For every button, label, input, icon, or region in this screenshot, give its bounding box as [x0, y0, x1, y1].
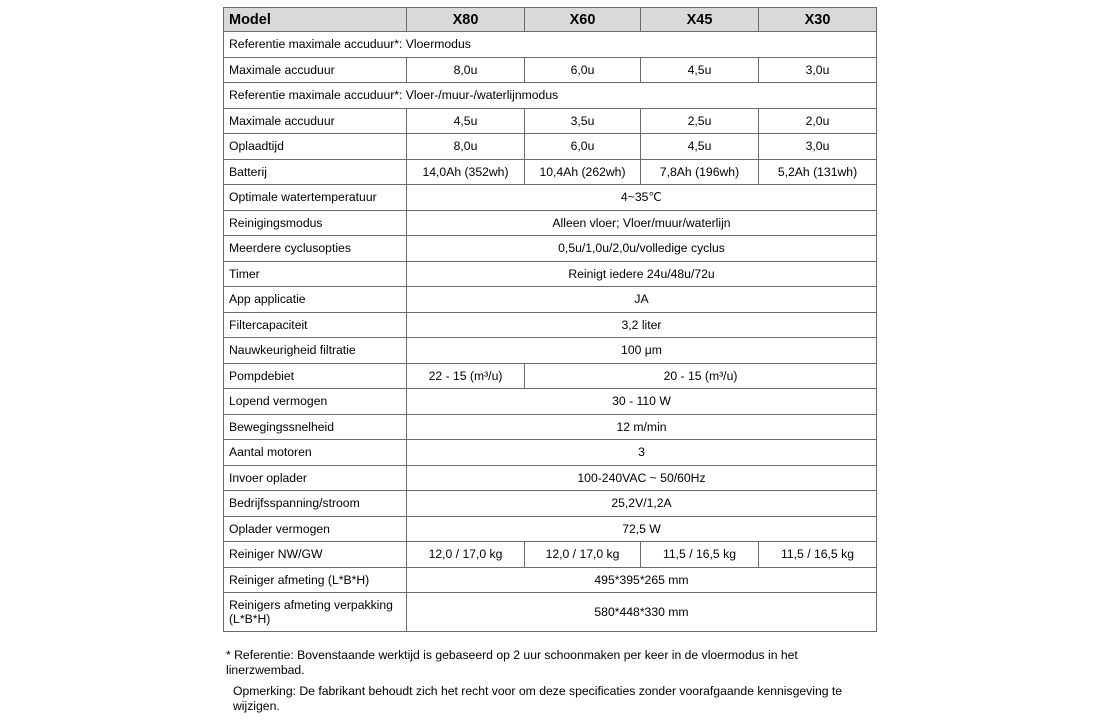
table-row: [224, 57, 877, 83]
table-row: [224, 593, 877, 632]
table-row: [224, 491, 877, 517]
row-label: Batterij: [224, 159, 407, 185]
row-label: Timer: [224, 261, 407, 287]
table-row: [224, 440, 877, 466]
row-label: App applicatie: [224, 287, 407, 313]
value-cell: 14,0Ah (352wh): [407, 159, 525, 185]
row-label: Nauwkeurigheid filtratie: [224, 338, 407, 364]
header-model: Model: [224, 8, 407, 32]
table-row: [224, 159, 877, 185]
row-label: Oplaadtijd: [224, 134, 407, 160]
value-cell: 72,5 W: [407, 516, 877, 542]
value-cell: 580*448*330 mm: [407, 593, 877, 632]
value-cell: 11,5 / 16,5 kg: [759, 542, 877, 568]
row-label: Oplader vermogen: [224, 516, 407, 542]
remark-note: Opmerking: De fabrikant behoudt zich het recht voor om deze specificaties zonder voorafgaande kennisgeving te wijzigen.: [233, 684, 843, 713]
table-row: [224, 261, 877, 287]
table-row: [224, 236, 877, 262]
value-cell: 8,0u: [407, 57, 525, 83]
value-cell: 0,5u/1,0u/2,0u/volledige cyclus: [407, 236, 877, 262]
value-cell: 8,0u: [407, 134, 525, 160]
reference-note: * Referentie: Bovenstaande werktijd is gebaseerd op 2 uur schoonmaken per keer in de vloermodus in het linerzwembad.: [226, 648, 798, 677]
header-row: [224, 8, 877, 32]
value-cell: 6,0u: [525, 134, 641, 160]
table-row: [224, 516, 877, 542]
value-cell: 22 - 15 (m³/u): [407, 363, 525, 389]
value-cell: 30 - 110 W: [407, 389, 877, 415]
row-label: Maximale accuduur: [224, 108, 407, 134]
row-label: Reinigingsmodus: [224, 210, 407, 236]
table-row: [224, 108, 877, 134]
section-label: Referentie maximale accuduur*: Vloermodus: [224, 32, 877, 58]
value-cell: 25,2V/1,2A: [407, 491, 877, 517]
value-cell: 3,5u: [525, 108, 641, 134]
row-label: Maximale accuduur: [224, 57, 407, 83]
row-label: Aantal motoren: [224, 440, 407, 466]
table-row: [224, 134, 877, 160]
value-cell: 495*395*265 mm: [407, 567, 877, 593]
row-label: Bedrijfsspanning/stroom: [224, 491, 407, 517]
value-cell: 5,2Ah (131wh): [759, 159, 877, 185]
value-cell: 6,0u: [525, 57, 641, 83]
table-row: [224, 542, 877, 568]
row-label: Bewegingssnelheid: [224, 414, 407, 440]
table-row: [224, 287, 877, 313]
value-cell: Reinigt iedere 24u/48u/72u: [407, 261, 877, 287]
value-cell: 3,0u: [759, 134, 877, 160]
table-row: [224, 210, 877, 236]
value-cell: 10,4Ah (262wh): [525, 159, 641, 185]
header-x30: X30: [759, 8, 877, 32]
spec-table: [223, 7, 877, 632]
value-cell: 4,5u: [641, 57, 759, 83]
table-row: [224, 414, 877, 440]
value-cell: 2,0u: [759, 108, 877, 134]
table-row: [224, 567, 877, 593]
row-label: Invoer oplader: [224, 465, 407, 491]
header-x45: X45: [641, 8, 759, 32]
row-label: Optimale watertemperatuur: [224, 185, 407, 211]
value-cell: 12 m/min: [407, 414, 877, 440]
table-row: [224, 32, 877, 58]
table-row: [224, 363, 877, 389]
row-label: Reiniger NW/GW: [224, 542, 407, 568]
header-x60: X60: [525, 8, 641, 32]
value-cell: 12,0 / 17,0 kg: [525, 542, 641, 568]
table-row: [224, 83, 877, 109]
value-cell: 4,5u: [641, 134, 759, 160]
row-label: Reinigers afmeting verpakking (L*B*H): [224, 593, 407, 632]
value-cell: Alleen vloer; Vloer/muur/waterlijn: [407, 210, 877, 236]
table-row: [224, 465, 877, 491]
table-row: [224, 389, 877, 415]
spec-body: [224, 32, 877, 632]
row-label: Lopend vermogen: [224, 389, 407, 415]
value-cell: 3,2 liter: [407, 312, 877, 338]
row-label: Meerdere cyclusopties: [224, 236, 407, 262]
table-row: [224, 185, 877, 211]
value-cell: 4~35℃: [407, 185, 877, 211]
value-cell: 12,0 / 17,0 kg: [407, 542, 525, 568]
value-cell: JA: [407, 287, 877, 313]
value-cell: 7,8Ah (196wh): [641, 159, 759, 185]
value-cell: 3,0u: [759, 57, 877, 83]
value-cell: 2,5u: [641, 108, 759, 134]
header-x80: X80: [407, 8, 525, 32]
value-cell: 100 μm: [407, 338, 877, 364]
table-row: [224, 312, 877, 338]
value-cell: 3: [407, 440, 877, 466]
row-label: Filtercapaciteit: [224, 312, 407, 338]
value-cell: 100-240VAC ~ 50/60Hz: [407, 465, 877, 491]
row-label: Reiniger afmeting (L*B*H): [224, 567, 407, 593]
value-cell: 4,5u: [407, 108, 525, 134]
value-cell: 11,5 / 16,5 kg: [641, 542, 759, 568]
row-label: Pompdebiet: [224, 363, 407, 389]
value-cell: 20 - 15 (m³/u): [525, 363, 877, 389]
table-row: [224, 338, 877, 364]
section-label: Referentie maximale accuduur*: Vloer-/muur-/waterlijnmodus: [224, 83, 877, 109]
